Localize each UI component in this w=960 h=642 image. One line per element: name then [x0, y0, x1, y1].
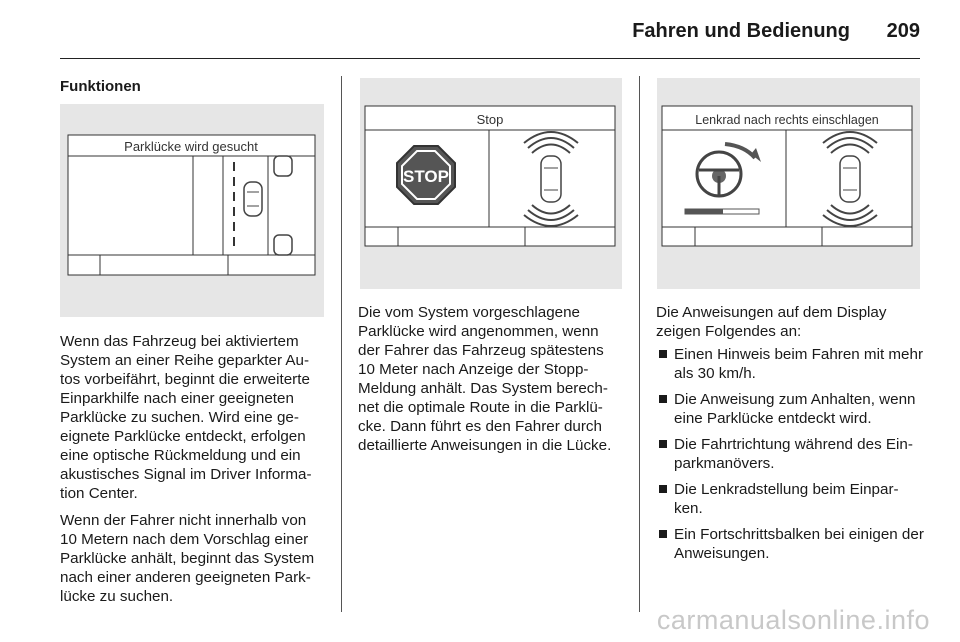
display-illustration	[657, 78, 920, 289]
square-bullet-icon	[659, 485, 667, 493]
section-title: Funktionen	[60, 78, 141, 95]
list-item	[656, 390, 924, 428]
square-bullet-icon	[659, 440, 667, 448]
figure-steer-right	[657, 78, 920, 289]
progress-bar-fill	[685, 209, 723, 214]
figure-stop	[360, 78, 622, 289]
page-number: 209	[886, 20, 920, 42]
figure-label: Lenkrad nach rechts einschlagen	[695, 113, 879, 127]
square-bullet-icon	[659, 350, 667, 358]
watermark: carmanualsonline.info	[656, 605, 930, 635]
paragraph: Die vom System vorgeschlagene Parklücke wird angenommen, wenn der Fahrer das Fahrzeug spätestens 10 Meter nach Anzeige der Stopp-Meldung anhält. Das System berech-net die optimale Route in die Parklü-cke. Dann führt es den Fahrer durch detaillierte Anweisungen in die Lücke.	[358, 304, 612, 454]
column-3-text	[656, 303, 924, 570]
paragraph: Die Anweisungen auf dem Display zeigen Folgendes an:	[656, 304, 887, 340]
list-item	[656, 435, 924, 473]
list-item-text: Die Fahrtrichtung während des Ein-parkmanövers.	[674, 436, 913, 472]
list-item-text: Die Lenkradstellung beim Einpar-ken.	[674, 481, 899, 517]
list-item-text: Ein Fortschrittsbalken bei einigen der Anweisungen.	[674, 526, 924, 562]
stop-sign-text: STOP	[403, 167, 449, 186]
figure-parking-search	[60, 104, 324, 317]
display-illustration	[60, 104, 324, 317]
list-item-text: Einen Hinweis beim Fahren mit mehr als 30 km/h.	[674, 346, 923, 382]
list-item	[656, 480, 924, 518]
display-illustration	[360, 78, 622, 289]
list-item-text: Die Anweisung zum Anhalten, wenn eine Parklücke entdeckt wird.	[674, 391, 916, 427]
column-2-text	[358, 303, 624, 463]
column-divider	[341, 76, 342, 612]
list-item	[656, 525, 924, 563]
page-header	[60, 18, 920, 59]
square-bullet-icon	[659, 530, 667, 538]
square-bullet-icon	[659, 395, 667, 403]
column-1-text	[60, 332, 326, 614]
paragraph: Wenn der Fahrer nicht innerhalb von 10 Metern nach dem Vorschlag einer Parklücke anhält, beginnt das System nach einer anderen geeigneten Park-lücke zu suchen.	[60, 512, 315, 605]
figure-label: Stop	[476, 112, 504, 127]
page-header-title: Fahren und Bedienung	[632, 20, 850, 42]
list-item	[656, 345, 924, 383]
column-divider	[639, 76, 640, 612]
paragraph: Wenn das Fahrzeug bei aktiviertem System an einer Reihe geparkter Au-tos vorbeifährt, beginnt die erweiterte Einparkhilfe nach einer geeigneten Parklücke zu suchen. Wird eine ge-eignete Parklücke entdeckt, erfolgen eine optische Rückmeldung und ein akustisches Signal im Driver Informa-tion Center.	[60, 333, 312, 502]
figure-label: Parklücke wird gesucht	[124, 139, 258, 154]
instruction-list	[656, 345, 924, 563]
